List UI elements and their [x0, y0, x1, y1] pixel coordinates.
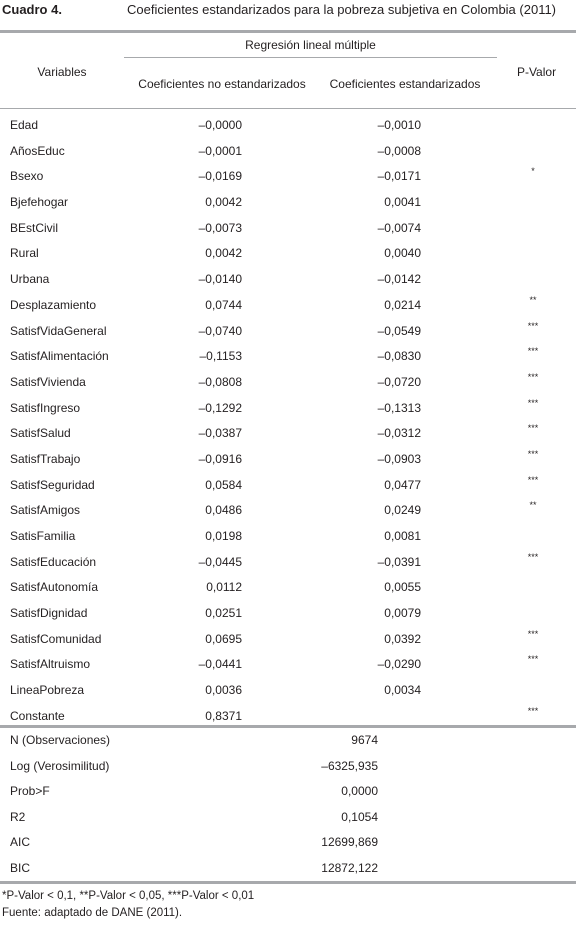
- row-pvalue-stars: ***: [527, 705, 539, 716]
- stats-row: [0, 728, 576, 754]
- row-std-coef: –0,0142: [377, 272, 421, 287]
- top-rule: [0, 30, 576, 33]
- stat-label: BIC: [10, 860, 31, 875]
- row-std-coef: 0,0249: [384, 503, 421, 518]
- stat-value: –6325,935: [321, 758, 378, 773]
- coefficients-table-body: [0, 113, 576, 730]
- row-variable: Constante: [10, 708, 65, 723]
- stat-label: N (Observaciones): [10, 733, 111, 747]
- row-pvalue-stars: ***: [527, 397, 539, 408]
- row-nonstd-coef: 0,0251: [205, 606, 242, 621]
- table-row: [0, 190, 576, 216]
- row-nonstd-coef: 0,8371: [205, 708, 242, 723]
- table-row: [0, 113, 576, 139]
- row-variable: SatisfAmigos: [10, 503, 81, 518]
- row-variable: Bsexo: [10, 169, 44, 184]
- row-pvalue-stars: ***: [527, 448, 539, 459]
- row-variable: SatisfSalud: [10, 426, 71, 441]
- table-row: [0, 524, 576, 550]
- row-std-coef: –0,0830: [377, 349, 421, 364]
- table-row: [0, 575, 576, 601]
- row-variable: SatisfAlimentación: [10, 349, 109, 364]
- table-row: [0, 139, 576, 165]
- table-row: [0, 293, 576, 319]
- row-variable: SatisfIngreso: [10, 400, 81, 415]
- stat-value: 12872,122: [321, 860, 378, 875]
- row-nonstd-coef: 0,0112: [206, 580, 242, 595]
- stat-label: AIC: [10, 835, 31, 849]
- stat-label: Prob>F: [10, 784, 50, 798]
- row-nonstd-coef: 0,0198: [205, 529, 242, 543]
- row-std-coef: 0,0041: [384, 195, 421, 210]
- header-std: Coeficientes estandarizados: [329, 77, 481, 91]
- group-rule: [124, 57, 497, 58]
- row-std-coef: –0,1313: [377, 400, 421, 415]
- table-row: [0, 267, 576, 293]
- row-nonstd-coef: –0,1292: [198, 400, 242, 415]
- row-pvalue-stars: ***: [527, 474, 539, 485]
- row-variable: AñosEduc: [10, 143, 65, 158]
- header-variables: Variables: [37, 65, 87, 79]
- row-std-coef: 0,0040: [384, 246, 421, 261]
- row-nonstd-coef: –0,0387: [198, 426, 242, 441]
- row-nonstd-coef: –0,0445: [198, 554, 242, 569]
- row-std-coef: –0,0008: [377, 143, 421, 158]
- table-row: [0, 344, 576, 370]
- row-std-coef: 0,0081: [384, 529, 421, 543]
- table-row: [0, 216, 576, 242]
- row-std-coef: –0,0391: [377, 554, 421, 569]
- row-nonstd-coef: 0,0744: [205, 297, 242, 312]
- table-row: [0, 652, 576, 678]
- stats-row: [0, 779, 576, 805]
- header-group: Regresión lineal múltiple: [245, 38, 376, 52]
- row-variable: Rural: [10, 246, 39, 261]
- row-std-coef: 0,0034: [384, 683, 421, 698]
- row-nonstd-coef: –0,0001: [198, 143, 242, 158]
- table-row: [0, 550, 576, 576]
- table-row: [0, 241, 576, 267]
- row-nonstd-coef: 0,0042: [205, 246, 242, 261]
- stats-row: [0, 754, 576, 780]
- row-variable: SatisFamilia: [10, 529, 76, 543]
- row-variable: SatisfAltruismo: [10, 657, 91, 672]
- row-pvalue-stars: ***: [527, 551, 539, 562]
- row-pvalue-stars: ***: [527, 346, 539, 357]
- row-variable: BEstCivil: [10, 220, 59, 235]
- table-title: Coeficientes estandarizados para la pobreza subjetiva en Colombia (2011): [127, 2, 557, 17]
- row-std-coef: 0,0079: [384, 606, 421, 621]
- row-std-coef: –0,0549: [377, 323, 421, 338]
- row-nonstd-coef: –0,0441: [198, 657, 242, 672]
- row-variable: Bjefehogar: [10, 195, 69, 210]
- row-std-coef: 0,0477: [384, 477, 421, 492]
- row-variable: SatisfDignidad: [10, 606, 88, 621]
- row-nonstd-coef: –0,0000: [198, 118, 242, 132]
- row-nonstd-coef: 0,0036: [205, 683, 242, 698]
- row-nonstd-coef: –0,0169: [198, 169, 242, 184]
- row-nonstd-coef: 0,0486: [205, 503, 242, 518]
- row-nonstd-coef: –0,0140: [198, 272, 242, 287]
- table-row: [0, 601, 576, 627]
- bottom-rule: [0, 881, 576, 884]
- row-nonstd-coef: 0,0695: [205, 631, 242, 646]
- table-row: [0, 396, 576, 422]
- stats-row: [0, 830, 576, 856]
- row-nonstd-coef: –0,0073: [198, 220, 242, 235]
- row-nonstd-coef: –0,1153: [199, 349, 242, 364]
- row-std-coef: –0,0074: [377, 220, 421, 235]
- stat-label: R2: [10, 809, 26, 824]
- row-std-coef: 0,0055: [384, 580, 421, 595]
- header-pvalue: P-Valor: [516, 65, 557, 79]
- table-row: [0, 473, 576, 499]
- row-pvalue-stars: **: [529, 294, 537, 305]
- table-row: [0, 678, 576, 704]
- stat-value: 12699,869: [321, 835, 378, 849]
- table-row: [0, 498, 576, 524]
- row-variable: SatisfComunidad: [10, 631, 102, 646]
- table-row: [0, 627, 576, 653]
- row-variable: Urbana: [10, 272, 50, 287]
- stats-row: [0, 805, 576, 831]
- stat-label: Log (Verosimilitud): [10, 758, 110, 773]
- row-pvalue-stars: *: [531, 166, 535, 177]
- stat-value: 0,1054: [341, 809, 378, 824]
- row-variable: SatisfVivienda: [10, 374, 86, 389]
- table-label: Cuadro 4.: [2, 2, 62, 17]
- model-stats: [0, 728, 576, 881]
- row-pvalue-stars: ***: [527, 423, 539, 434]
- table-row: [0, 319, 576, 345]
- row-variable: SatisfAutonomía: [10, 580, 99, 595]
- row-std-coef: 0,0214: [384, 297, 421, 312]
- row-std-coef: –0,0903: [377, 451, 421, 466]
- row-variable: SatisfVidaGeneral: [10, 323, 107, 338]
- table-caption: [2, 2, 574, 22]
- stat-value: 9674: [351, 733, 378, 747]
- row-pvalue-stars: **: [529, 500, 537, 511]
- row-nonstd-coef: 0,0584: [205, 477, 242, 492]
- row-variable: Edad: [10, 118, 39, 132]
- row-nonstd-coef: –0,0808: [198, 374, 242, 389]
- row-std-coef: –0,0312: [377, 426, 421, 441]
- row-pvalue-stars: ***: [527, 320, 539, 331]
- row-variable: LineaPobreza: [10, 683, 85, 698]
- row-variable: SatisfTrabajo: [10, 451, 81, 466]
- row-std-coef: –0,0171: [377, 169, 421, 184]
- stats-row: [0, 856, 576, 882]
- row-pvalue-stars: ***: [527, 654, 539, 665]
- header-nonstd: Coeficientes no estandarizados: [138, 77, 306, 91]
- table-row: [0, 421, 576, 447]
- row-std-coef: –0,0720: [377, 374, 421, 389]
- row-std-coef: –0,0290: [377, 657, 421, 672]
- table-row: [0, 370, 576, 396]
- row-pvalue-stars: ***: [527, 628, 539, 639]
- source-note: Fuente: adaptado de DANE (2011).: [2, 907, 183, 919]
- row-nonstd-coef: –0,0916: [198, 451, 242, 466]
- row-std-coef: 0,0392: [384, 631, 421, 646]
- row-variable: SatisfEducación: [10, 554, 97, 569]
- row-variable: Desplazamiento: [10, 297, 97, 312]
- table-row: [0, 164, 576, 190]
- row-nonstd-coef: –0,0740: [198, 323, 242, 338]
- row-variable: SatisfSeguridad: [10, 477, 95, 492]
- significance-note: *P-Valor < 0,1, **P-Valor < 0,05, ***P-Valor < 0,01: [2, 890, 255, 902]
- table-row: [0, 447, 576, 473]
- row-pvalue-stars: ***: [527, 371, 539, 382]
- row-std-coef: –0,0010: [377, 118, 421, 132]
- stat-value: 0,0000: [341, 784, 378, 798]
- row-nonstd-coef: 0,0042: [205, 195, 242, 210]
- header-rule: [0, 108, 576, 109]
